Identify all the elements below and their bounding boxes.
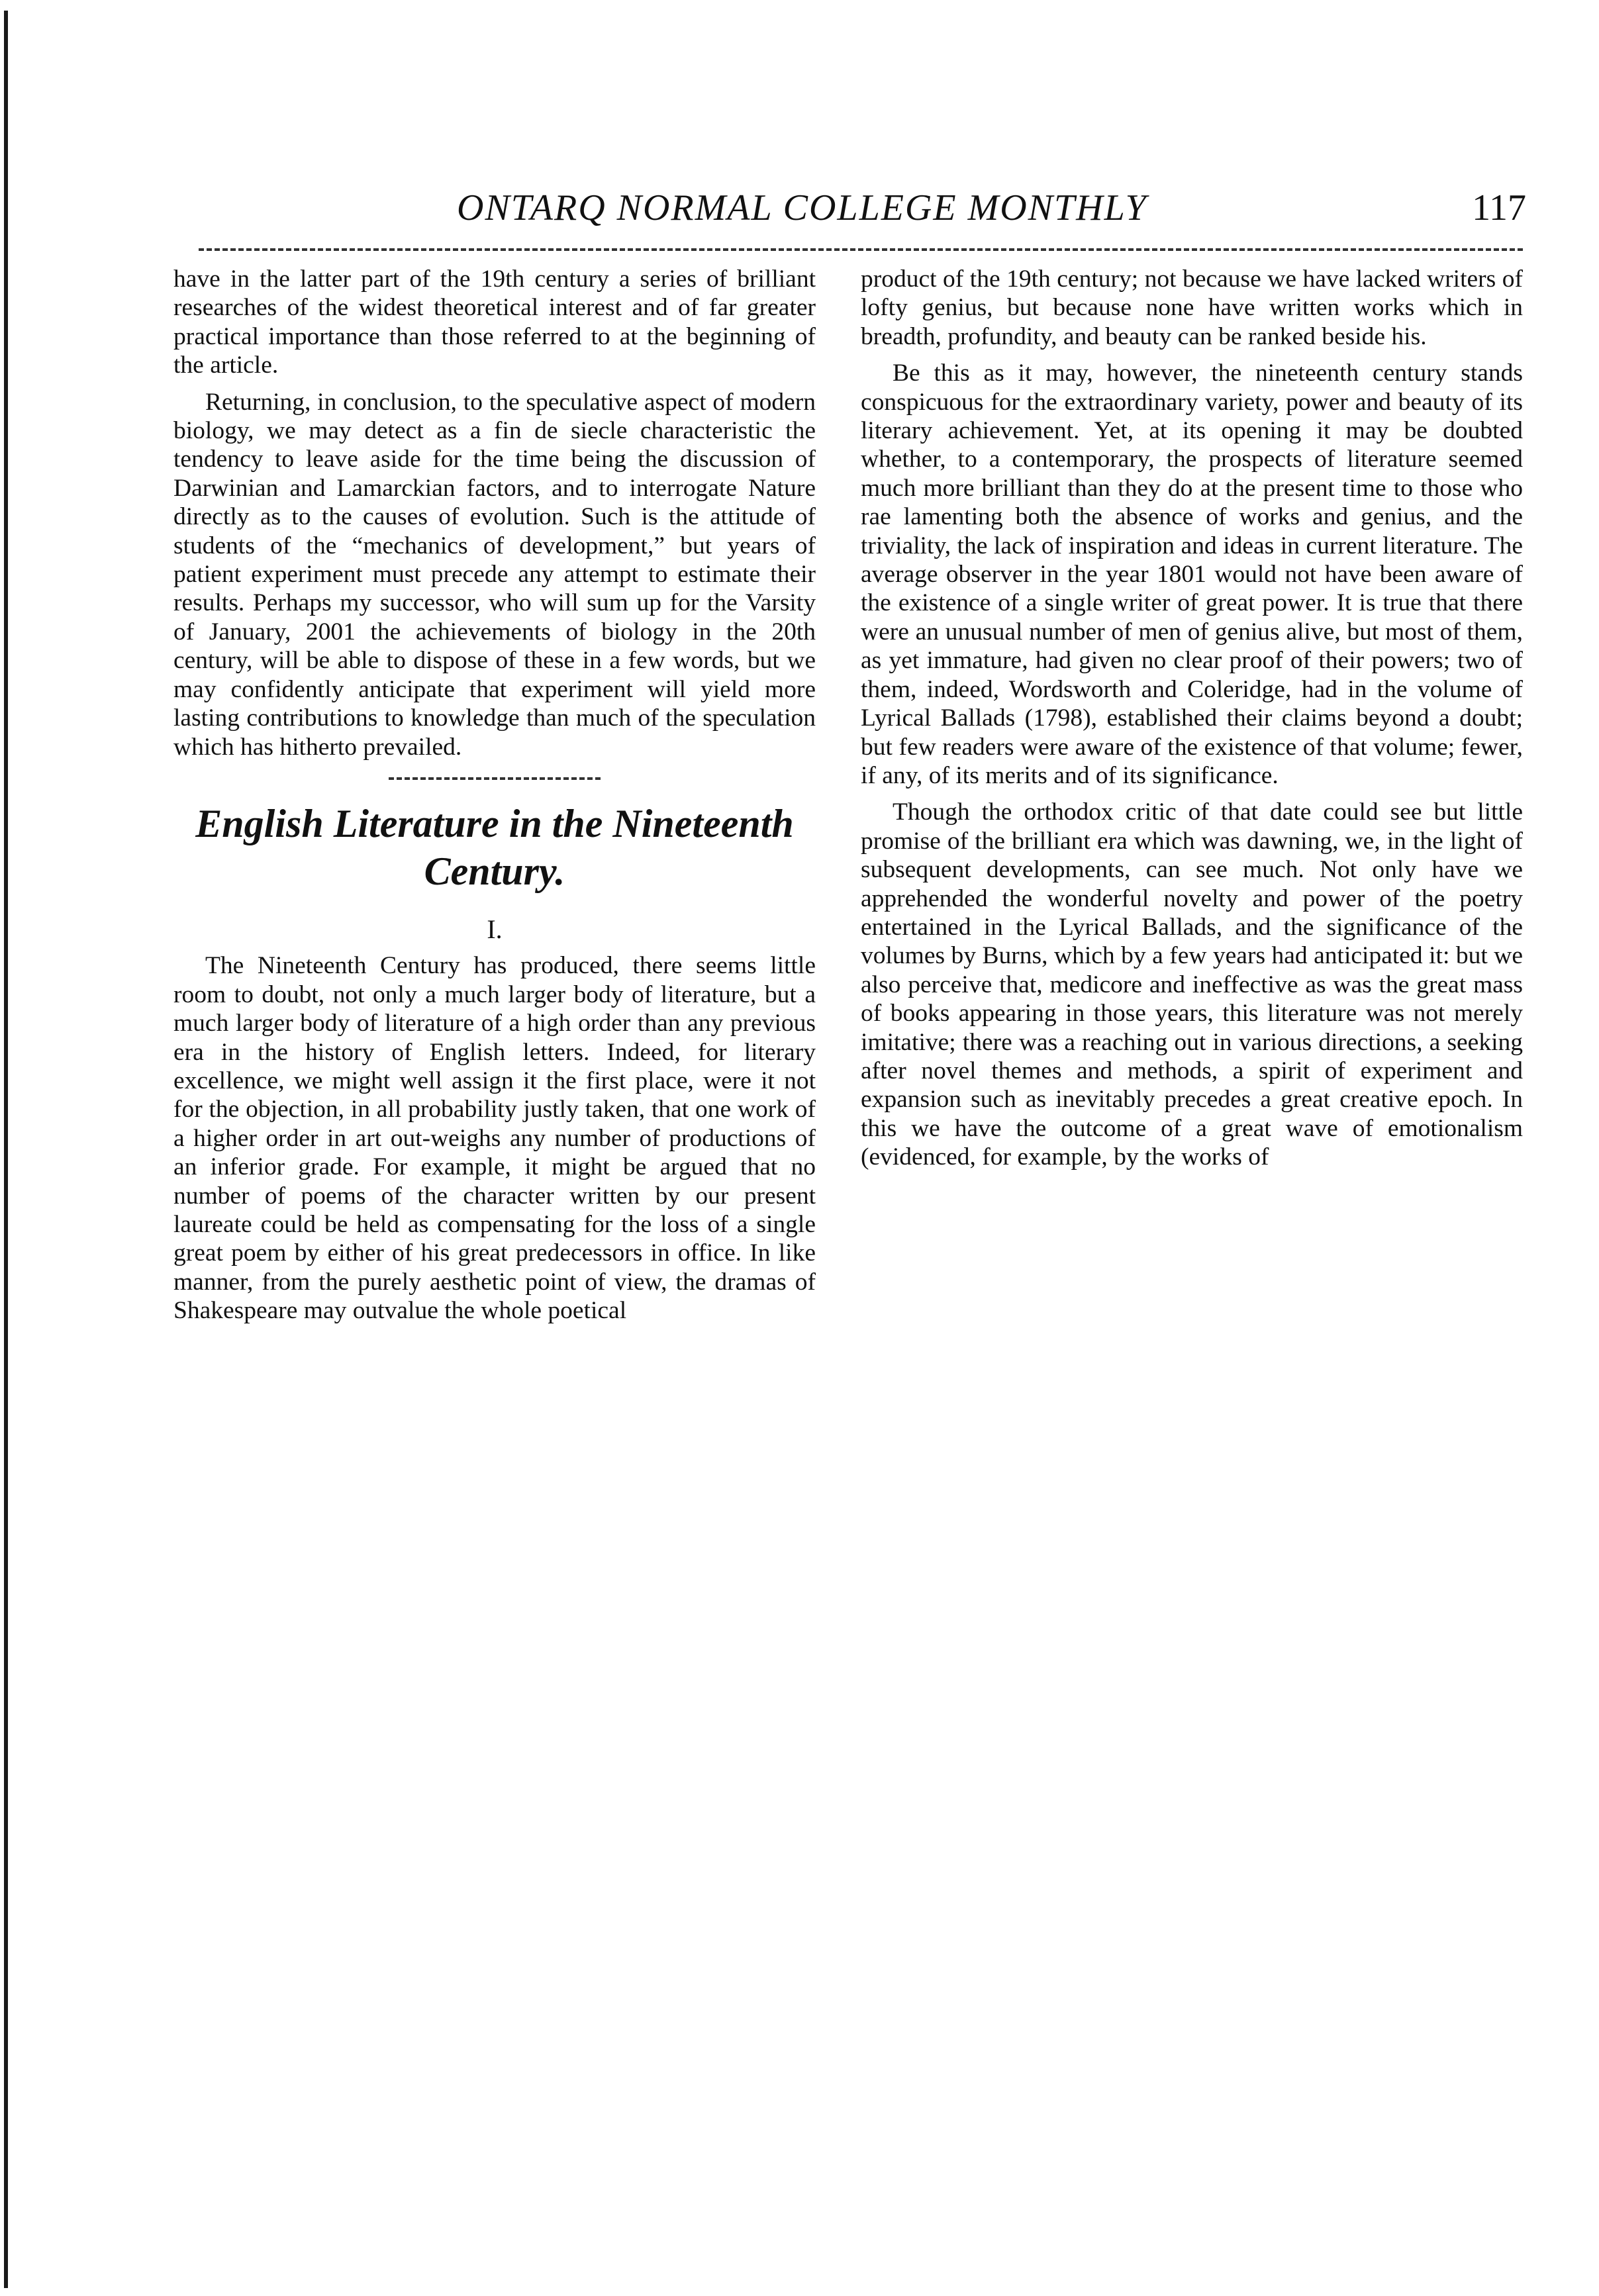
paragraph: Be this as it may, however, the nineteenth century stands conspicuous for the extraordinary variety, power and beauty of its literary achievement. Yet, at its opening it may be doubted whether, to a contemporary, the prospects of literature seemed much more brilliant than they do at the present time to those who rae lamenting both the absence of works and genius, and the triviality, the lack of inspiration and ideas in current literature. The average observer in the year 1801 would not have been aware of the existence of a single writer of great power. It is true that there were an unusual number of men of genius alive, but most of them, as yet immature, had given no clear proof of their powers; two of them, indeed, Wordsworth and Coleridge, had in the volume of Lyrical Ballads (1798), established their claims beyond a doubt; but few readers were aware of the existence of that volume; fewer, if any, of its merits and of its significance.: [861, 359, 1523, 789]
paragraph: product of the 19th century; not because we have lacked writers of lofty genius, but because none have written works which in breadth, profundity, and beauty can be ranked beside his.: [861, 265, 1523, 350]
section-divider: [389, 777, 601, 780]
paragraph: Though the orthodox critic of that date could see but little promise of the brilliant era which was dawning, we, in the light of subsequent developments, can see much. Not only have we apprehended the wonderful novelty and power of the poetry entertained in the Lyrical Ballads, and the significance of the volumes by Burns, which by a few years had anticipated it: but we also perceive that, medicore and ineffective as was the great mass of books appearing in those years, this literature was not merely imitative; there was a reaching out in various directions, a seeking after novel themes and methods, a spirit of experiment and expansion such as inevitably precedes a great creative epoch. In this we have the outcome of a great wave of emotionalism (evidenced, for example, by the works of: [861, 798, 1523, 1171]
paragraph: have in the latter part of the 19th century a series of brilliant researches of the widest theoretical interest and of far greater practical importance than those referred to at the beginning of the article.: [173, 265, 816, 379]
left-column: [173, 265, 816, 1333]
page-edge-rule: [4, 11, 8, 2288]
section-numeral: I.: [487, 914, 503, 944]
running-title: ONTARQ NORMAL COLLEGE MONTHLY: [457, 187, 1147, 228]
paragraph: Returning, in conclusion, to the speculative aspect of modern biology, we may detect as a fin de siecle characteristic the tendency to leave aside for the time being the discussion of Darwinian and Lamarckian factors, and to interrogate Nature directly as to the causes of evolution. Such is the attitude of students of the “mechanics of development,” but years of patient experiment must precede any attempt to estimate their results. Perhaps my successor, who will sum up for the Varsity of January, 2001 the achievements of biology in the 20th century, will be able to dispose of these in a few words, but we may confidently anticipate that experiment will yield more lasting contributions to knowledge than much of the speculation which has hitherto prevailed.: [173, 388, 816, 761]
header-rule: [199, 248, 1523, 251]
article-title: English Literature in the Nineteenth Century.: [195, 801, 794, 893]
right-column: [861, 265, 1523, 1180]
paragraph: The Nineteenth Century has produced, there seems little room to doubt, not only a much larger body of literature, but a much larger body of literature of a high order than any previous era in the history of English letters. Indeed, for literary excellence, we might well assign it the first place, were it not for the objection, in all probability justly taken, that one work of a higher order in art out-weighs any number of productions of an inferior grade. For example, it might be argued that no number of poems of the character written by our present laureate could be held as compensating for the loss of a single great poem by either of his great predecessors in office. In like manner, from the purely aesthetic point of view, the dramas of Shakespeare may outvalue the whole poetical: [173, 952, 816, 1325]
page-number: 117: [1472, 187, 1526, 228]
page-header: [457, 187, 1526, 246]
